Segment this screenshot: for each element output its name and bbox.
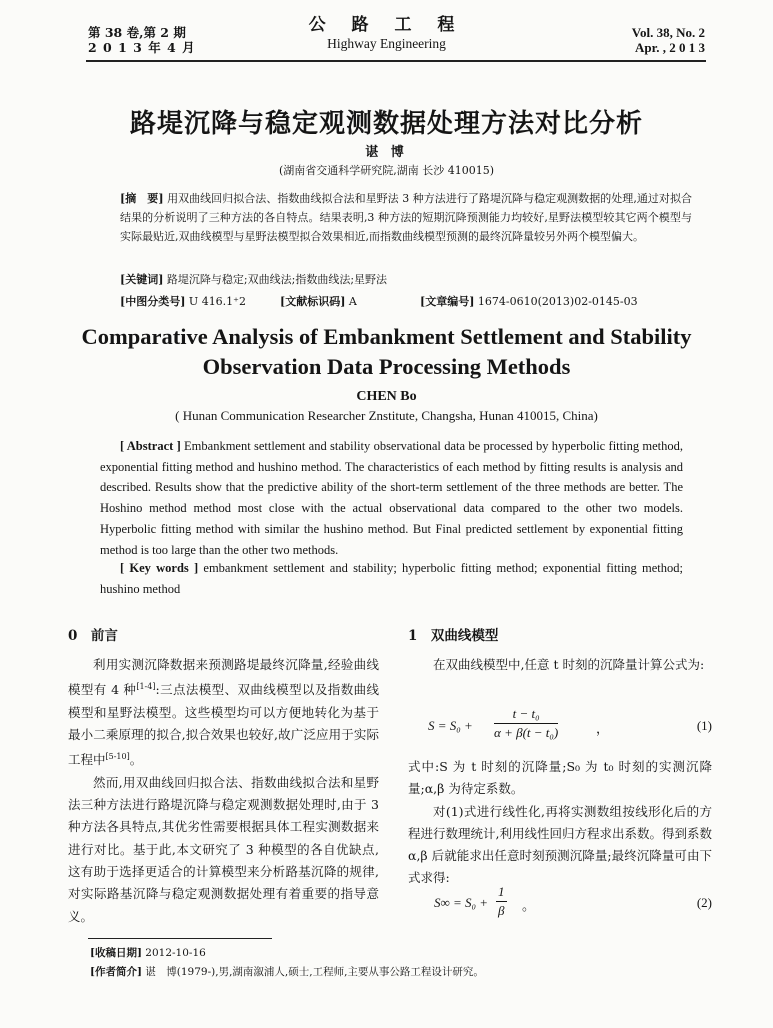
header-volume-en: Vol. 38, No. 2 (631, 25, 705, 40)
title-en (0, 322, 773, 382)
equation-1-number: (1) (696, 718, 712, 733)
equation-1-denominator: α + β(t − t₀) (494, 725, 559, 740)
equation-2-number: (2) (696, 895, 712, 910)
keywords-cn-label: [关键词] (120, 273, 164, 286)
abstract-en-text: Embankment settlement and stability observational data be processed by hyperbolic fitting method, exponential fitting method and hushino method. The characteristics of each method by fitting results is analysis and described. Results show that the predictive ability of the short-term settlement of the three methods are better. The Hoshino method method most close with the actual observational data compared to the other two models. Hyperbolic fitting method with similar the hushino method. But Final predicted settlement by exponential fitting method is too large than the other two methods. (100, 439, 683, 557)
section-0-paragraph-1 (68, 654, 379, 772)
section-1-body (408, 756, 712, 890)
abstract-en (100, 436, 683, 560)
footnote-received (90, 945, 710, 960)
clc-value: U 416.1⁺2 (188, 295, 246, 308)
equation-1-tail: ， (596, 721, 610, 736)
article-no-label: [文章编号] (420, 295, 475, 308)
equation-1-lhs: S = S₀ + (428, 718, 473, 733)
doc-code-label: [文献标识码] (280, 295, 346, 308)
section-1-heading: 1 双曲线模型 (408, 628, 499, 644)
footnote-rule (88, 938, 272, 939)
equation-2-lhs: S∞ = S₀ + (434, 895, 489, 910)
author-cn: 谌 博 (365, 145, 408, 160)
section-1-paragraph-2: 式中:S 为 t 时刻的沉降量;S₀ 为 t₀ 时刻的实测沉降量;α,β 为待定系数。 (408, 759, 712, 797)
abstract-cn-text: 用双曲线回归拟合法、指数曲线拟合法和星野法 3 种方法进行了路堤沉降与稳定观测数据的处理,通过对拟合结果的分析说明了三种方法的各自特点。结果表明,3 种方法的短期沉降预测能力均较好,星野法模型较其它两个模型与实际最贴近,双曲线模型与星野法模型拟合效果相近,而指数曲线模型预测的最终沉降量较另外两个模型偏大。 (120, 192, 692, 243)
affiliation-cn: (湖南省交通科学研究院,湖南 长沙 410015) (278, 164, 495, 177)
equation-2 (434, 884, 712, 924)
clc-label: [中图分类号] (120, 295, 186, 308)
equation-2-tail: 。 (522, 898, 536, 913)
equation-2-denominator: β (498, 903, 505, 918)
section-0-heading: 0 前言 (68, 628, 118, 644)
section-1-intro (408, 654, 712, 676)
keywords-en (100, 558, 683, 599)
header-volume-cn: 第 38 卷,第 2 期 (88, 25, 186, 40)
doc-code-value: A (348, 295, 357, 308)
header-journal-en: Highway Engineering (327, 36, 446, 51)
received-label: [收稿日期] (90, 947, 142, 959)
section-0-p1-text-a: 利用实测沉降数据来预测路堤最终沉降量,经验曲线模型有 4 种 (68, 657, 379, 698)
author-bio-value: 谌 博(1979-),男,湖南溆浦人,硕士,工程师,主要从事公路工程设计研究。 (145, 966, 484, 978)
footnote-author (90, 964, 710, 979)
abstract-cn (120, 189, 692, 246)
author-bio-label: [作者简介] (90, 966, 142, 978)
equation-2-fraction (496, 884, 507, 919)
article-no-block (420, 293, 638, 309)
section-0-body (68, 654, 379, 928)
section-0-p1-text-c: 。 (129, 752, 143, 768)
keywords-cn-text: 路堤沉降与稳定;双曲线法;指数曲线法;星野法 (166, 273, 388, 286)
equation-1 (428, 706, 712, 746)
affiliation-en: ( Hunan Communication Researcher Znstitute, Changsha, Hunan 410015, China) (175, 408, 598, 423)
equation-1-numerator: t − t₀ (494, 706, 558, 724)
equation-2-numerator: 1 (496, 884, 507, 902)
header-journal-cn: 公 路 工 程 (308, 15, 465, 35)
clc-block (120, 293, 246, 309)
keywords-en-label: [ Key words ] (120, 561, 199, 575)
section-1-paragraph-3: 对(1)式进行线性化,再将实测数组按线形化后的方程进行数理统计,利用线性回归方程求出系数。得到系数 α,β 后就能求出任意时刻预测沉降量;最终沉降量可由下式求得: (408, 803, 712, 886)
received-value: 2012-10-16 (145, 947, 206, 959)
author-en: CHEN Bo (356, 389, 417, 404)
header-rule (86, 60, 706, 62)
keywords-cn (120, 271, 692, 287)
section-0-paragraph-2: 然而,用双曲线回归拟合法、指数曲线拟合法和星野法三种方法进行路堤沉降与稳定观测数据处理时,由于 3 种方法各具特点,其优劣性需要根据具体工程实测数据来进行对比。基于此,本文研究了 3 种模型的各自优缺点,这有助于选择更适合的计算模型来分析路基沉降的规律,对实际路基沉降与稳定观测数据处理有着重要的指导意义。 (68, 774, 379, 924)
section-0-p1-text-b: :三点法模型、双曲线模型以及指数曲线模型和星野法模型。这些模型均可以方便地转化为基于最小二乘原理的拟合,拟合效果也较好,故广泛应用于实际工程中 (68, 682, 380, 768)
abstract-en-label: [ Abstract ] (120, 439, 181, 453)
title-en-line1: Comparative Analysis of Embankment Settlement and Stability (81, 324, 692, 349)
equation-1-fraction (494, 706, 558, 741)
abstract-cn-label: [摘 要] (120, 192, 164, 205)
keywords-en-text: embankment settlement and stability; hyperbolic fitting method; exponential fitting method; hushino method (100, 561, 683, 596)
citation-5-10: [5-10] (105, 752, 130, 762)
header-volume-en-block (632, 25, 705, 55)
title-cn: 路堤沉降与稳定观测数据处理方法对比分析 (129, 109, 643, 139)
citation-1-4: [1-4] (136, 682, 156, 692)
article-no-value: 1674-0610(2013)02-0145-03 (477, 295, 638, 308)
doc-code-block (280, 293, 357, 309)
header-date-en: Apr. , 2 0 1 3 (635, 40, 705, 55)
section-1-paragraph-1: 在双曲线模型中,任意 t 时刻的沉降量计算公式为: (433, 657, 705, 672)
header-volume-block (88, 25, 196, 55)
header-journal-block (250, 15, 523, 52)
title-en-line2: Observation Data Processing Methods (202, 354, 571, 379)
header-date-cn: 2 0 1 3 年 4 月 (88, 40, 196, 55)
